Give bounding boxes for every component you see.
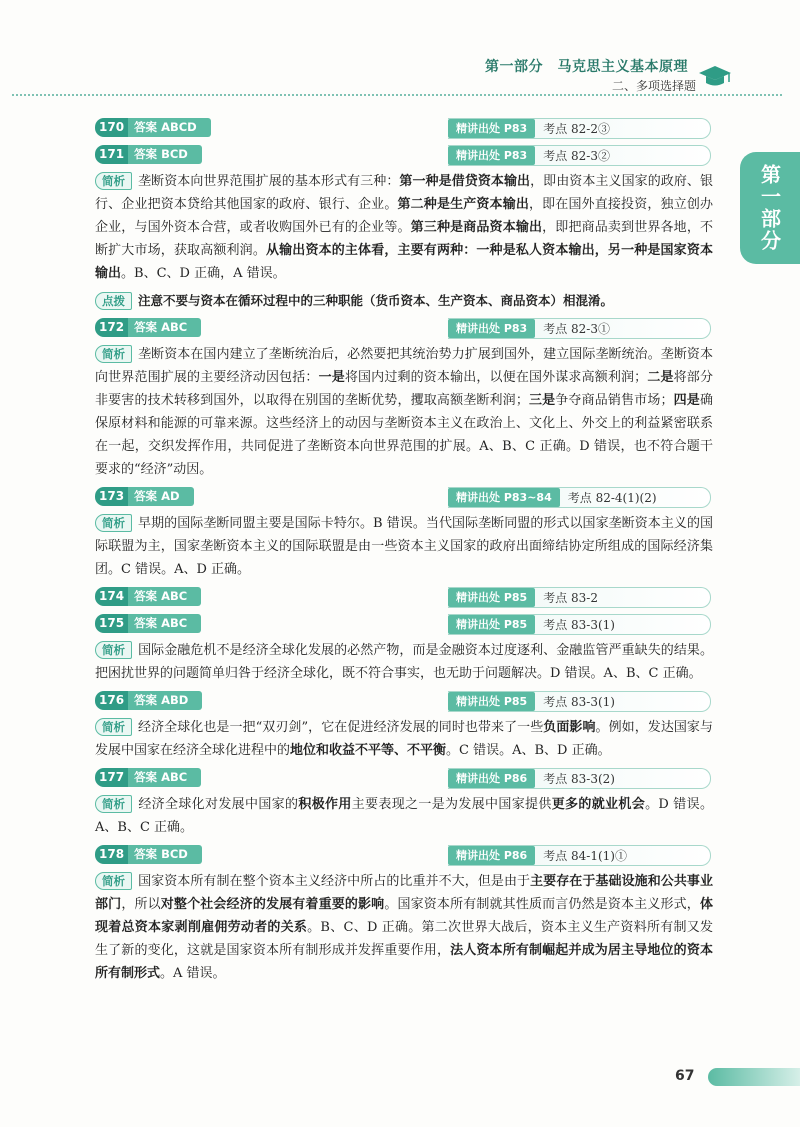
analysis-label: 简析 xyxy=(95,514,132,532)
source-badge: 精讲出处 P85 xyxy=(448,692,535,711)
source-box xyxy=(448,587,711,608)
analysis-175: 简析 国际金融危机不是经济全球化发展的必然产物，而是金融资本过度逐利、金融监管严重缺失的结果。把困扰世界的问题简单归咎于经济全球化，既不符合事实，也无助于问题解决。D 错误。A、B、C 正确。 xyxy=(95,643,713,681)
answer-badge: 答案 ABC xyxy=(128,768,201,787)
analysis-177: 简析 经济全球化对发展中国家的积极作用主要表现之一是为发展中国家提供更多的就业机会。D 错误。A、B、C 正确。 xyxy=(95,797,713,835)
answer-badge: 答案 BCD xyxy=(128,845,202,864)
question-number: 171 xyxy=(95,145,128,164)
analysis-172: 简析 垄断资本在国内建立了垄断统治后，必然要把其统治势力扩展到国外，建立国际垄断统治。垄断资本向世界范围扩展的主要经济动因包括：一是将国内过剩的资本输出，以便在国外谋求高额利润；二是将部分非要害的技术转移到国外，以取得在别国的垄断优势，攫取高额垄断利润；三是争夺商品销售市场；四是确保原材料和能源的可靠来源。这些经济上的动因与垄断资本主义在政治上、文化上、外交上的利益紧密联系在一起，交织发挥作用，共同促进了垄断资本向世界范围的扩展。A、B、C 正确。D 错误，也不符合题干要求的“经济”动因。 xyxy=(95,347,713,477)
side-section-tab xyxy=(740,152,800,264)
question-number: 170 xyxy=(95,118,128,137)
section-subtitle: 二、多项选择题 xyxy=(611,79,696,93)
question-number: 176 xyxy=(95,691,128,710)
question-number: 178 xyxy=(95,845,128,864)
answer-badge: 答案 AD xyxy=(128,487,193,506)
source-box xyxy=(448,318,711,339)
exam-point: 考点 83-3(2) xyxy=(543,772,615,786)
analysis-label: 简析 xyxy=(95,641,132,659)
analysis-178: 简析 国家资本所有制在整个资本主义经济中所占的比重并不大，但是由于主要存在于基础设施和公共事业部门，所以对整个社会经济的发展有着重要的影响。国家资本所有制就其性质而言仍然是资本主义形式，体现着总资本家剥削雇佣劳动者的关系。B、C、D 正确。第二次世界大战后，资本主义生产资料所有制又发生了新的变化，这就是国家资本所有制形成并发挥重要作用，法人资本所有制崛起并成为居主导地位的资本所有制形式。A 错误。 xyxy=(95,874,713,981)
graduation-cap-icon xyxy=(698,64,732,90)
tip-label: 点拨 xyxy=(95,292,132,310)
answer-row-172 xyxy=(95,318,713,339)
source-box xyxy=(448,845,711,866)
source-box xyxy=(448,487,711,508)
answer-badge: 答案 ABC xyxy=(128,587,201,606)
answer-row-176 xyxy=(95,691,713,712)
answer-content xyxy=(95,118,713,991)
source-badge: 精讲出处 P83 xyxy=(448,119,535,138)
source-badge: 精讲出处 P83 xyxy=(448,319,535,338)
answer-badge: 答案 BCD xyxy=(128,145,202,164)
source-badge: 精讲出处 P85 xyxy=(448,615,535,634)
tip-171: 点拨 注意不要与资本在循环过程中的三种职能（货币资本、生产资本、商品资本）相混淆。 xyxy=(95,289,713,312)
source-box xyxy=(448,118,711,139)
source-box xyxy=(448,145,711,166)
exam-point: 考点 84-1(1)① xyxy=(543,849,627,863)
exam-point: 考点 82-2③ xyxy=(543,122,610,136)
answer-badge: 答案 ABCD xyxy=(128,118,211,137)
source-box xyxy=(448,691,711,712)
source-badge: 精讲出处 P86 xyxy=(448,846,535,865)
question-number: 172 xyxy=(95,318,128,337)
answer-row-175 xyxy=(95,614,713,635)
source-badge: 精讲出处 P83 xyxy=(448,146,535,165)
section-title: 第一部分 马克思主义基本原理 xyxy=(485,59,688,75)
analysis-171: 简析 垄断资本向世界范围扩展的基本形式有三种：第一种是借贷资本输出，即由资本主义国家的政府、银行、企业把资本贷给其他国家的政府、银行、企业。第二种是生产资本输出，即在国外直接投资，独立创办企业，与国外资本合营，或者收购国外已有的企业等。第三种是商品资本输出，即把商品卖到世界各地，不断扩大市场，获取高额利润。从输出资本的主体看，主要有两种：一种是私人资本输出，另一种是国家资本输出。B、C、D 正确，A 错误。 xyxy=(95,174,713,281)
analysis-label: 简析 xyxy=(95,872,132,890)
answer-row-174 xyxy=(95,587,713,608)
source-badge: 精讲出处 P83~84 xyxy=(448,488,560,507)
answer-row-170 xyxy=(95,118,713,139)
answer-badge: 答案 ABC xyxy=(128,318,201,337)
question-number: 177 xyxy=(95,768,128,787)
analysis-label: 简析 xyxy=(95,795,132,813)
answer-row-173 xyxy=(95,487,713,508)
analysis-label: 简析 xyxy=(95,718,132,736)
answer-badge: 答案 ABC xyxy=(128,614,201,633)
page-header xyxy=(0,0,800,100)
exam-point: 考点 83-3(1) xyxy=(543,618,615,632)
exam-point: 考点 82-3② xyxy=(543,149,610,163)
question-number: 173 xyxy=(95,487,128,506)
source-box xyxy=(448,768,711,789)
analysis-173: 简析 早期的国际垄断同盟主要是国际卡特尔。B 错误。当代国际垄断同盟的形式以国家垄断资本主义的国际联盟为主，国家垄断资本主义的国际联盟是由一些资本主义国家的政府出面缔结协定所组成的国际经济集团。C 错误。A、D 正确。 xyxy=(95,516,713,577)
answer-row-178 xyxy=(95,845,713,866)
footer-bar xyxy=(708,1068,800,1086)
question-number: 175 xyxy=(95,614,128,633)
analysis-label: 简析 xyxy=(95,345,132,363)
exam-point: 考点 82-4(1)(2) xyxy=(567,491,657,505)
question-number: 174 xyxy=(95,587,128,606)
exam-point: 考点 82-3① xyxy=(543,322,610,336)
answer-badge: 答案 ABD xyxy=(128,691,202,710)
header-divider xyxy=(12,94,782,96)
side-tab-label: 第一部分 xyxy=(757,164,782,252)
answer-row-171 xyxy=(95,145,713,166)
source-badge: 精讲出处 P85 xyxy=(448,588,535,607)
source-badge: 精讲出处 P86 xyxy=(448,769,535,788)
exam-point: 考点 83-3(1) xyxy=(543,695,615,709)
analysis-176: 简析 经济全球化也是一把“双刃剑”，它在促进经济发展的同时也带来了一些负面影响。例如，发达国家与发展中国家在经济全球化进程中的地位和收益不平等、不平衡。C 错误。A、B、D 正确。 xyxy=(95,720,713,758)
answer-row-177 xyxy=(95,768,713,789)
source-box xyxy=(448,614,711,635)
page-number: 67 xyxy=(675,1068,695,1084)
exam-point: 考点 83-2 xyxy=(543,591,598,605)
analysis-label: 简析 xyxy=(95,172,132,190)
